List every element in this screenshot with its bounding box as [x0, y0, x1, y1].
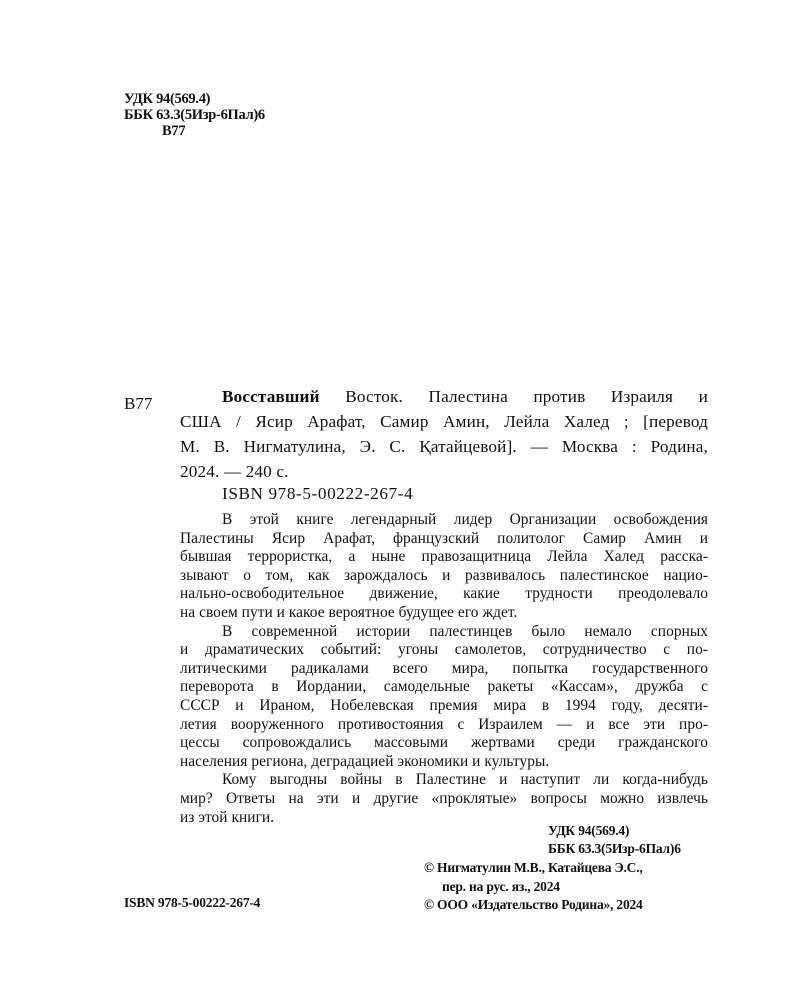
annotation-line: Палестины Ясир Арафат, французский политолог Самир Амин и: [180, 529, 708, 547]
book-title-bold: Восставший: [222, 387, 320, 406]
copyright-publisher: © ООО «Издательство Родина», 2024: [424, 897, 643, 912]
biblio-line-text: Восток. Палестина против Израиля и: [319, 387, 708, 406]
annotation-line: цессы сопровождались массовыми жертвами среди гражданского: [180, 734, 708, 752]
annotation-line: летия вооруженного противостояния с Израилем — и все эти про-: [180, 715, 708, 733]
annotation-line: и драматических событий: угоны самолетов, сотрудничество с по-: [180, 641, 708, 659]
biblio-line: М. В. Нигматулина, Э. С. Қатайцевой]. — Москва : Родина,: [180, 437, 708, 456]
author-mark: В77: [162, 123, 186, 139]
bbk-code: ББК 63.3(5Изр-6Пал)6: [124, 107, 265, 123]
annotation-line: В современной истории палестинцев было немало спорных: [222, 622, 708, 640]
copyright-translators: © Нигматулин М.В., Катайцева Э.С.,: [424, 860, 643, 875]
annotation-line: бывшая террористка, а ныне правозащитница Лейла Халед расска-: [180, 548, 708, 566]
bbk-code-bottom: ББК 63.3(5Изр-6Пал)6: [548, 841, 681, 856]
bibliographic-record: [180, 384, 708, 484]
udk-code: УДК 94(569.4): [124, 91, 211, 107]
annotation-line: зывают о том, как зарождалось и развивалось палестинское нацио-: [180, 566, 708, 584]
annotation-line: В этой книге легендарный лидер Организации освобождения: [222, 511, 708, 528]
annotation-line: Кому выгодны войны в Палестине и наступит ли когда-нибудь: [222, 771, 708, 789]
bottom-classification-codes: [548, 822, 681, 858]
udk-code-bottom: УДК 94(569.4): [548, 823, 630, 838]
annotation-line: из этой книги.: [180, 808, 275, 826]
annotation-line: нально-освободительное движение, какие трудности преодолевало: [180, 585, 708, 603]
copyright-block: [424, 859, 643, 915]
biblio-line: США / Ясир Арафат, Самир Амин, Лейла Халед ; [перевод: [180, 412, 708, 431]
annotation-line: населения региона, деградацией экономики и культуры.: [180, 752, 550, 770]
annotation-line: мир? Ответы на эти и другие «проклятые» вопросы можно извлечь: [180, 789, 708, 807]
biblio-line: 2024. — 240 с.: [180, 462, 289, 481]
entry-author-mark: В77: [124, 394, 153, 413]
annotation-line: СССР и Ираном, Нобелевская премия мира в 1994 году, десяти-: [180, 696, 708, 714]
biblio-line: [180, 384, 708, 409]
annotation: [180, 511, 708, 827]
copyright-translation-note: пер. на рус. яз., 2024: [442, 878, 560, 894]
annotation-line: на своем пути и какое вероятное будущее его ждет.: [180, 603, 518, 621]
annotation-line: переворота в Иордании, самодельные ракеты «Кассам», дружба с: [180, 678, 708, 696]
annotation-line: литическими радикалами всего мира, попытка государственного: [180, 659, 708, 677]
isbn-main: ISBN 978-5-00222-267-4: [222, 484, 414, 503]
top-classification-codes: [124, 91, 265, 139]
isbn-bottom: ISBN 978-5-00222-267-4: [124, 895, 261, 910]
